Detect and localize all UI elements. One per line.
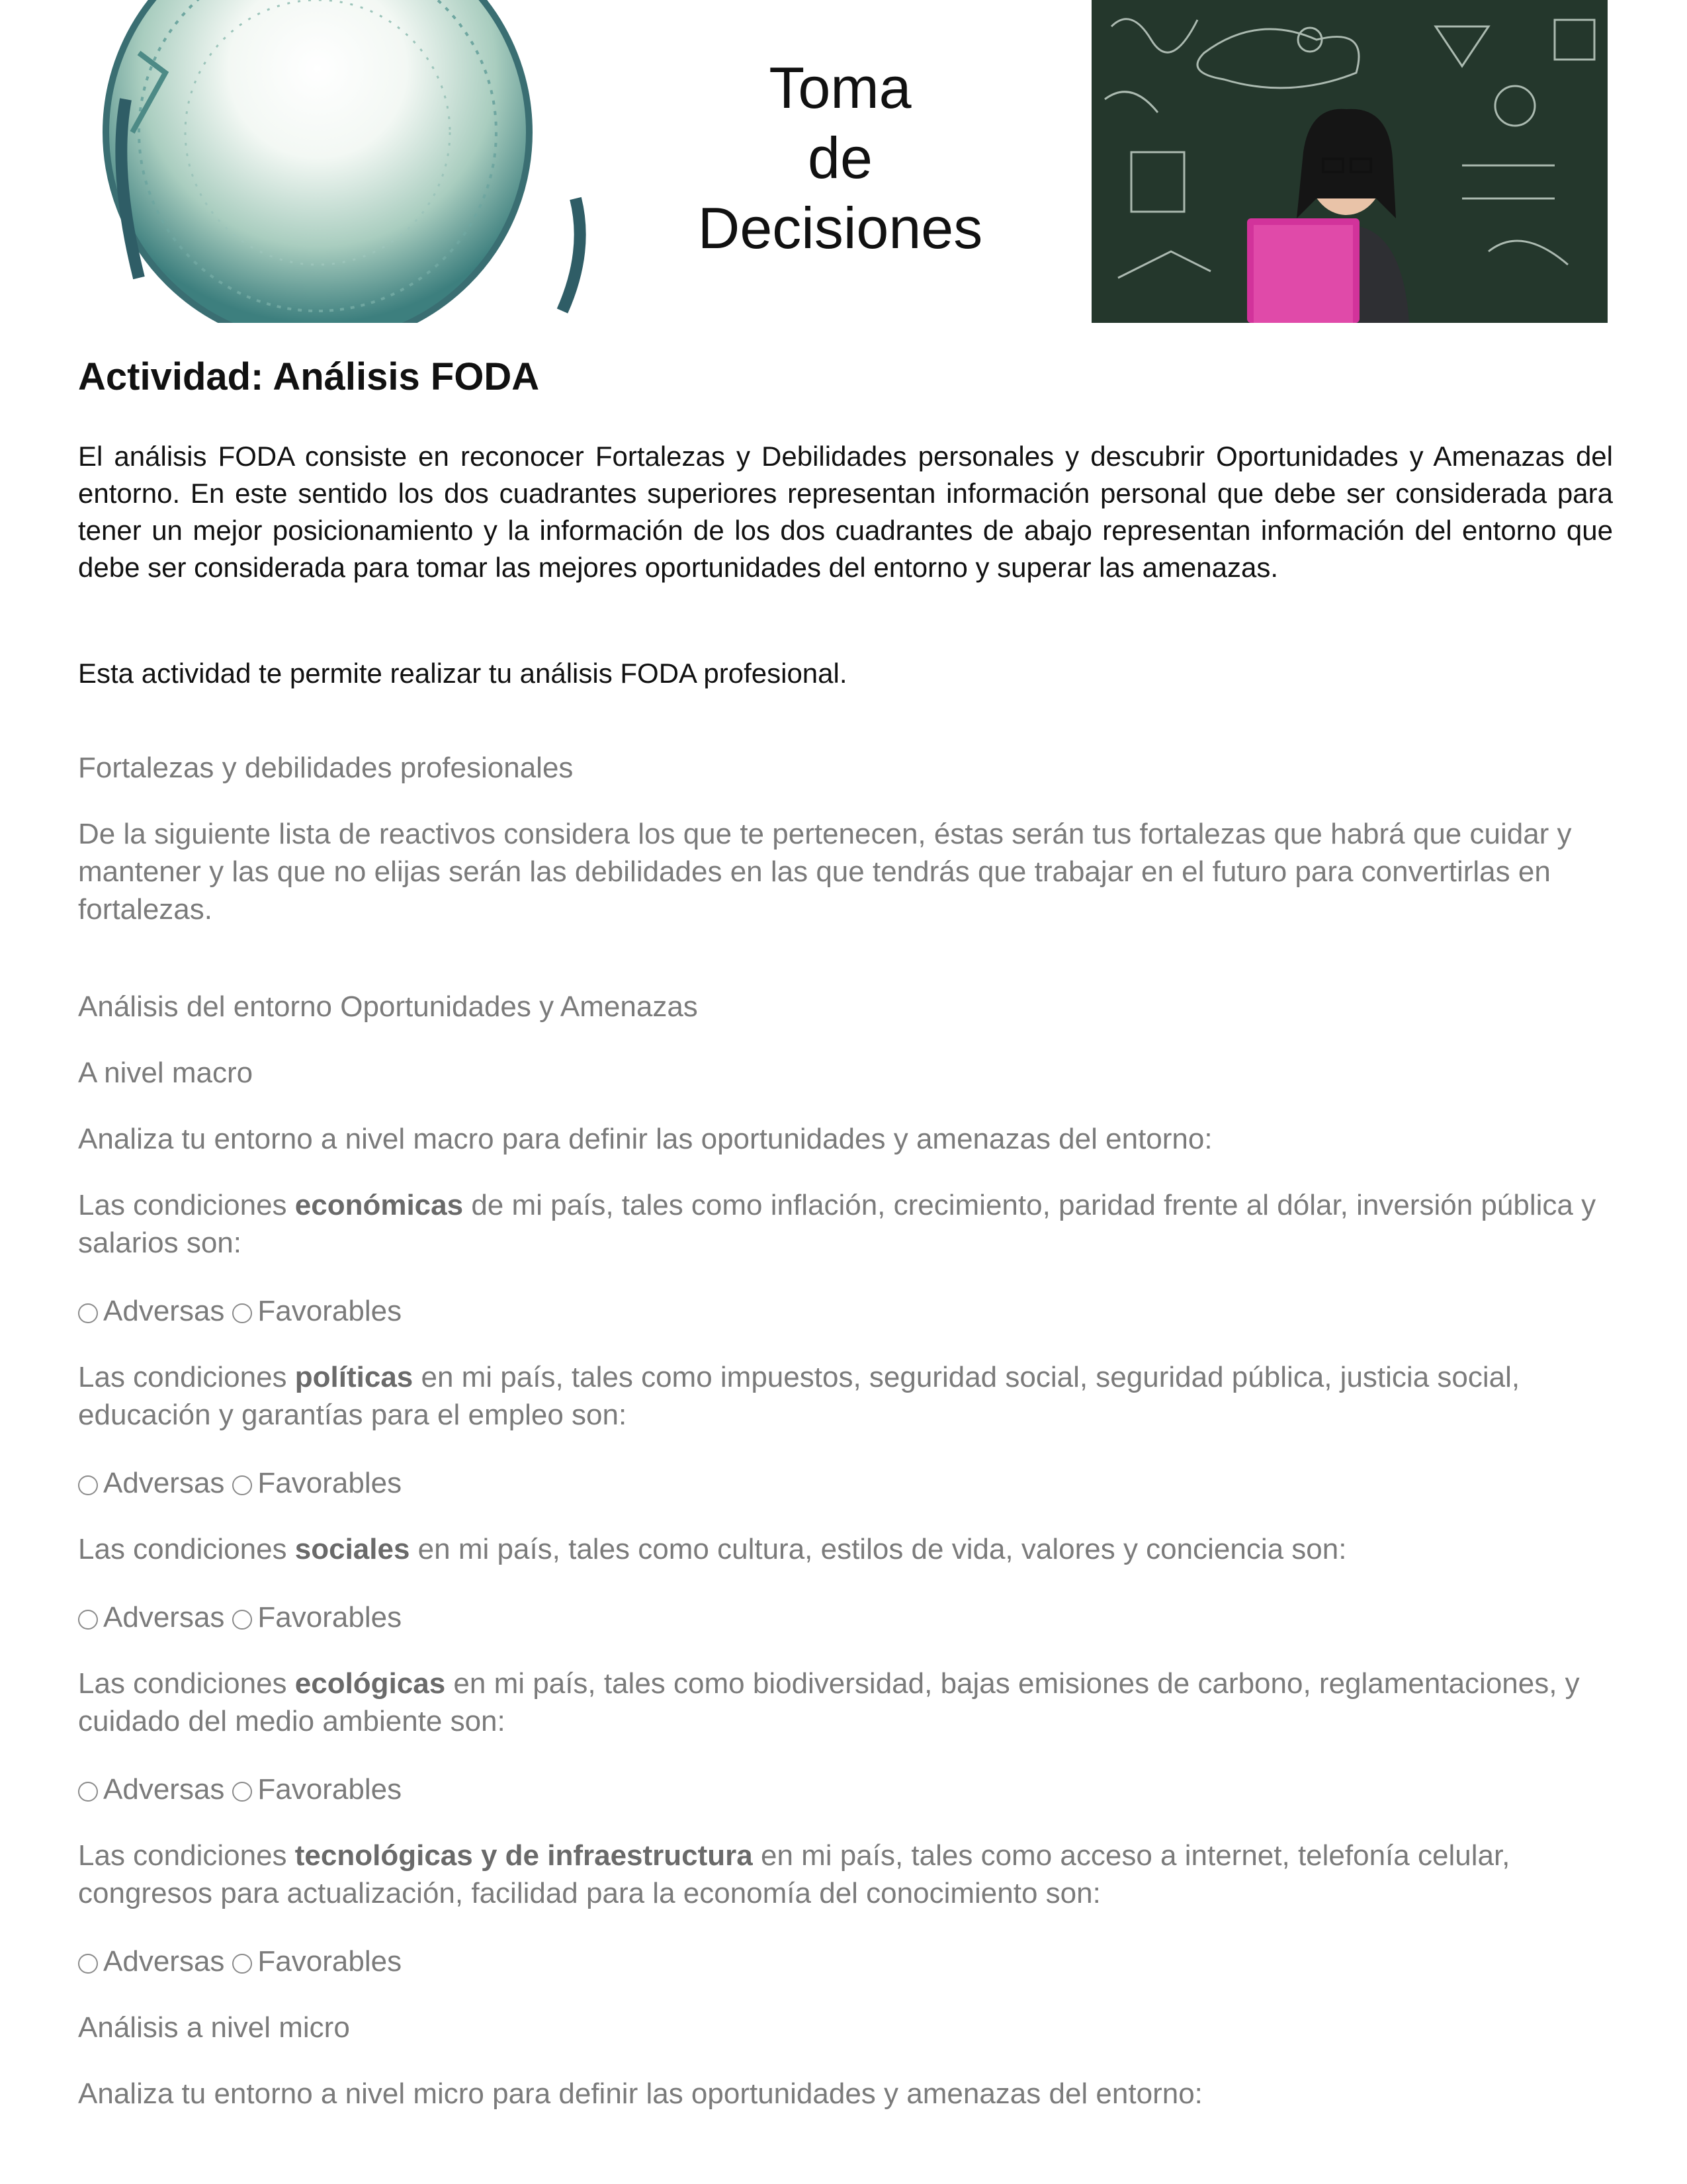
radio-group-ecologicas	[78, 1770, 1613, 1808]
radio-label-favorables: Favorables	[257, 1601, 402, 1634]
environment-heading: Análisis del entorno Oportunidades y Amenazas	[78, 990, 698, 1023]
radio-favorables-tecnologicas[interactable]	[232, 1954, 252, 1974]
macro-text: Analiza tu entorno a nivel macro para definir las oportunidades y amenazas del entorno:	[78, 1123, 1213, 1155]
title-line-2: de	[808, 125, 873, 191]
question-text: en mi país, tales como impuestos, seguridad social, seguridad pública, justicia social, educación y garantías para el empleo son:	[78, 1361, 1520, 1431]
radio-adversas-sociales[interactable]	[78, 1610, 98, 1630]
radio-group-politicas	[78, 1464, 1613, 1502]
radio-group-tecnologicas	[78, 1943, 1613, 1980]
radio-adversas-tecnologicas[interactable]	[78, 1954, 98, 1974]
question-text: Las condiciones	[78, 1839, 295, 1872]
question-tecnologicas	[78, 1837, 1613, 1912]
radio-label-favorables: Favorables	[257, 1295, 402, 1327]
radio-group-economicas	[78, 1292, 1613, 1330]
title-line-1: Toma	[769, 55, 912, 120]
question-keyword: políticas	[294, 1361, 413, 1393]
page-title	[675, 53, 1006, 263]
chalkboard-student-photo	[1092, 0, 1608, 323]
radio-adversas-economicas[interactable]	[78, 1303, 98, 1323]
strengths-text: De la siguiente lista de reactivos considera los que te pertenecen, éstas serán tus fortalezas que habrá que cuidar y mantener y las que no elijas serán las debilidades en las que tendrás que trabajar en el futuro para convertirlas en fortalezas.	[78, 818, 1572, 926]
radio-favorables-sociales[interactable]	[232, 1610, 252, 1630]
question-text: en mi país, tales como cultura, estilos de vida, valores y conciencia son:	[410, 1533, 1347, 1565]
macro-heading: A nivel macro	[78, 1057, 253, 1089]
micro-text: Analiza tu entorno a nivel micro para definir las oportunidades y amenazas del entorno:	[78, 2077, 1203, 2110]
radio-adversas-ecologicas[interactable]	[78, 1782, 98, 1802]
question-sociales	[78, 1530, 1613, 1568]
activity-title: Actividad: Análisis FODA	[78, 355, 540, 398]
radio-favorables-politicas[interactable]	[232, 1475, 252, 1495]
main-content	[78, 351, 1613, 2113]
question-text: Las condiciones	[78, 1533, 295, 1565]
question-text: en mi país, tales como biodiversidad, bajas emisiones de carbono, reglamentaciones, y cuidado del medio ambiente son:	[78, 1667, 1580, 1737]
question-economicas	[78, 1186, 1613, 1262]
intro-note: Esta actividad te permite realizar tu análisis FODA profesional.	[78, 658, 847, 689]
question-text: Las condiciones	[78, 1361, 295, 1393]
radio-label-adversas: Adversas	[103, 1467, 225, 1499]
radio-label-favorables: Favorables	[257, 1945, 402, 1978]
question-text: Las condiciones	[78, 1189, 295, 1221]
radio-label-favorables: Favorables	[257, 1467, 402, 1499]
question-keyword: tecnológicas y de infraestructura	[294, 1839, 753, 1872]
question-text: Las condiciones	[78, 1667, 295, 1700]
radio-label-favorables: Favorables	[257, 1773, 402, 1806]
radio-favorables-ecologicas[interactable]	[232, 1782, 252, 1802]
header	[0, 0, 1687, 324]
question-ecologicas	[78, 1665, 1613, 1740]
question-politicas	[78, 1358, 1613, 1434]
radio-group-sociales	[78, 1598, 1613, 1636]
micro-heading: Análisis a nivel micro	[78, 2011, 350, 2044]
radio-adversas-politicas[interactable]	[78, 1475, 98, 1495]
globe-logo-image	[99, 0, 602, 323]
radio-label-adversas: Adversas	[103, 1295, 225, 1327]
intro-paragraph: El análisis FODA consiste en reconocer Fortalezas y Debilidades personales y descubrir Oportunidades y Amenazas del entorno. En este sentido los dos cuadrantes superiores representan información personal que debe ser considerada para tener un mejor posicionamiento y la información de los dos cuadrantes de abajo representan información del entorno que debe ser considerada para tomar las mejores oportunidades del entorno y superar las amenazas.	[78, 441, 1613, 583]
radio-label-adversas: Adversas	[103, 1601, 225, 1634]
radio-label-adversas: Adversas	[103, 1773, 225, 1806]
question-text: en mi país, tales como acceso a internet, telefonía celular, congresos para actualización, facilidad para la economía del conocimiento son:	[78, 1839, 1510, 1909]
radio-label-adversas: Adversas	[103, 1945, 225, 1978]
radio-favorables-economicas[interactable]	[232, 1303, 252, 1323]
question-keyword: ecológicas	[294, 1667, 446, 1700]
question-keyword: sociales	[294, 1533, 410, 1565]
strengths-heading: Fortalezas y debilidades profesionales	[78, 752, 574, 784]
question-keyword: económicas	[294, 1189, 464, 1221]
title-line-3: Decisiones	[697, 195, 983, 261]
question-text: de mi país, tales como inflación, crecimiento, paridad frente al dólar, inversión pública y salarios son:	[78, 1189, 1596, 1259]
